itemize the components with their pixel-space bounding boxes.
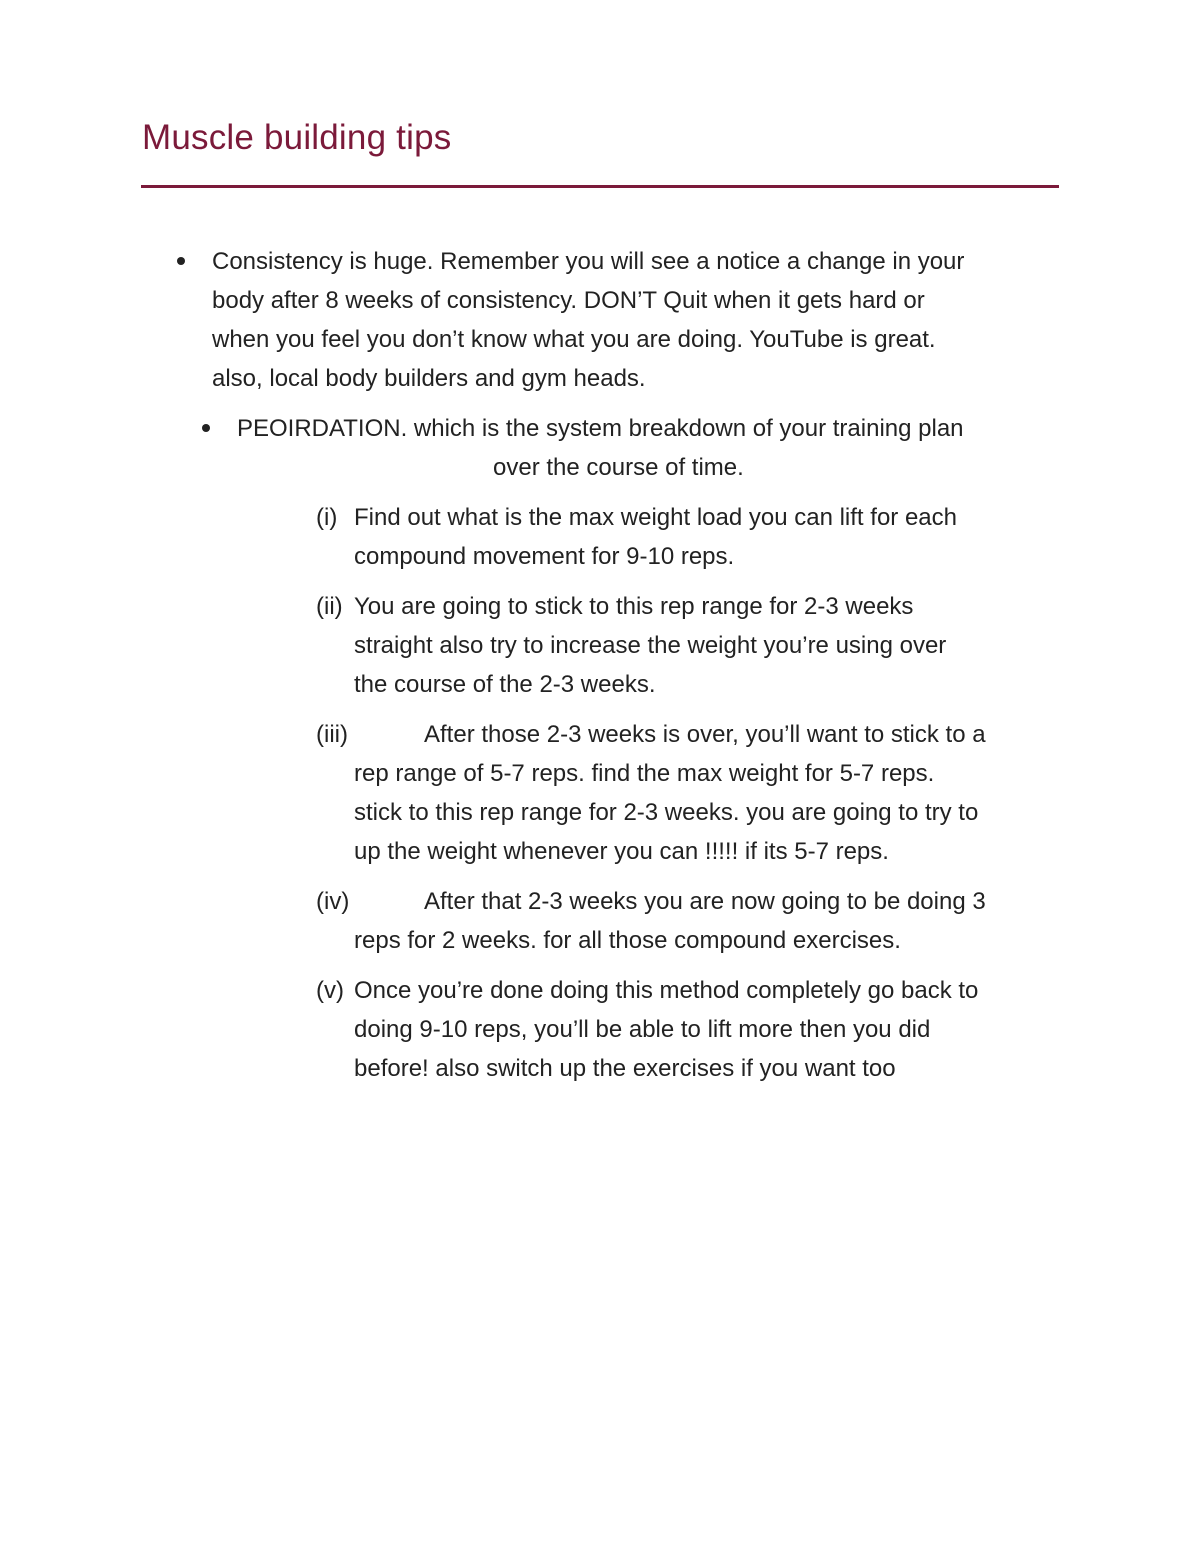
step-item-iv (354, 882, 986, 960)
text-line: over the course of time. (493, 454, 744, 481)
text-line: doing 9-10 reps, you’ll be able to lift more then you did (354, 1016, 931, 1043)
page-title: Muscle building tips (142, 118, 452, 157)
step-marker: (iv) (316, 888, 350, 915)
text-line: Once you’re done doing this method completely go back to (354, 977, 979, 1004)
text-line: reps for 2 weeks. for all those compound exercises. (354, 927, 901, 954)
text-line: Find out what is the max weight load you can lift for each (354, 504, 957, 531)
step-marker: (v) (316, 977, 344, 1004)
bullet-item-periodization (237, 409, 964, 487)
text-line: After those 2-3 weeks is over, you’ll want to stick to a (424, 721, 986, 748)
step-marker: (ii) (316, 593, 343, 620)
step-item-ii (354, 587, 946, 704)
text-line: also, local body builders and gym heads. (212, 365, 646, 392)
step-marker: (iii) (316, 721, 348, 748)
text-line: After that 2-3 weeks you are now going to be doing 3 (424, 888, 986, 915)
text-line: body after 8 weeks of consistency. DON’T Quit when it gets hard or (212, 287, 925, 314)
step-item-i (354, 498, 957, 576)
bullet-icon (202, 424, 210, 432)
text-line: stick to this rep range for 2-3 weeks. you are going to try to (354, 799, 979, 826)
step-item-v (354, 971, 978, 1088)
text-line: straight also try to increase the weight you’re using over (354, 632, 947, 659)
bullet-icon (177, 257, 185, 265)
text-line: up the weight whenever you can !!!!! if its 5-7 reps. (354, 838, 889, 865)
text-line: compound movement for 9-10 reps. (354, 543, 735, 570)
bullet-item-consistency (212, 242, 964, 398)
step-item-iii (354, 715, 986, 871)
text-line: rep range of 5-7 reps. find the max weight for 5-7 reps. (354, 760, 935, 787)
step-marker: (i) (316, 504, 338, 531)
text-line: before! also switch up the exercises if you want too (354, 1055, 896, 1082)
text-line: Consistency is huge. Remember you will see a notice a change in your (212, 248, 965, 275)
text-line: the course of the 2-3 weeks. (354, 671, 656, 698)
text-line: You are going to stick to this rep range for 2-3 weeks (354, 593, 914, 620)
text-line: when you feel you don’t know what you are doing. YouTube is great. (212, 326, 936, 353)
text-line: PEOIRDATION. which is the system breakdown of your training plan (237, 415, 964, 442)
title-divider (141, 185, 1059, 188)
